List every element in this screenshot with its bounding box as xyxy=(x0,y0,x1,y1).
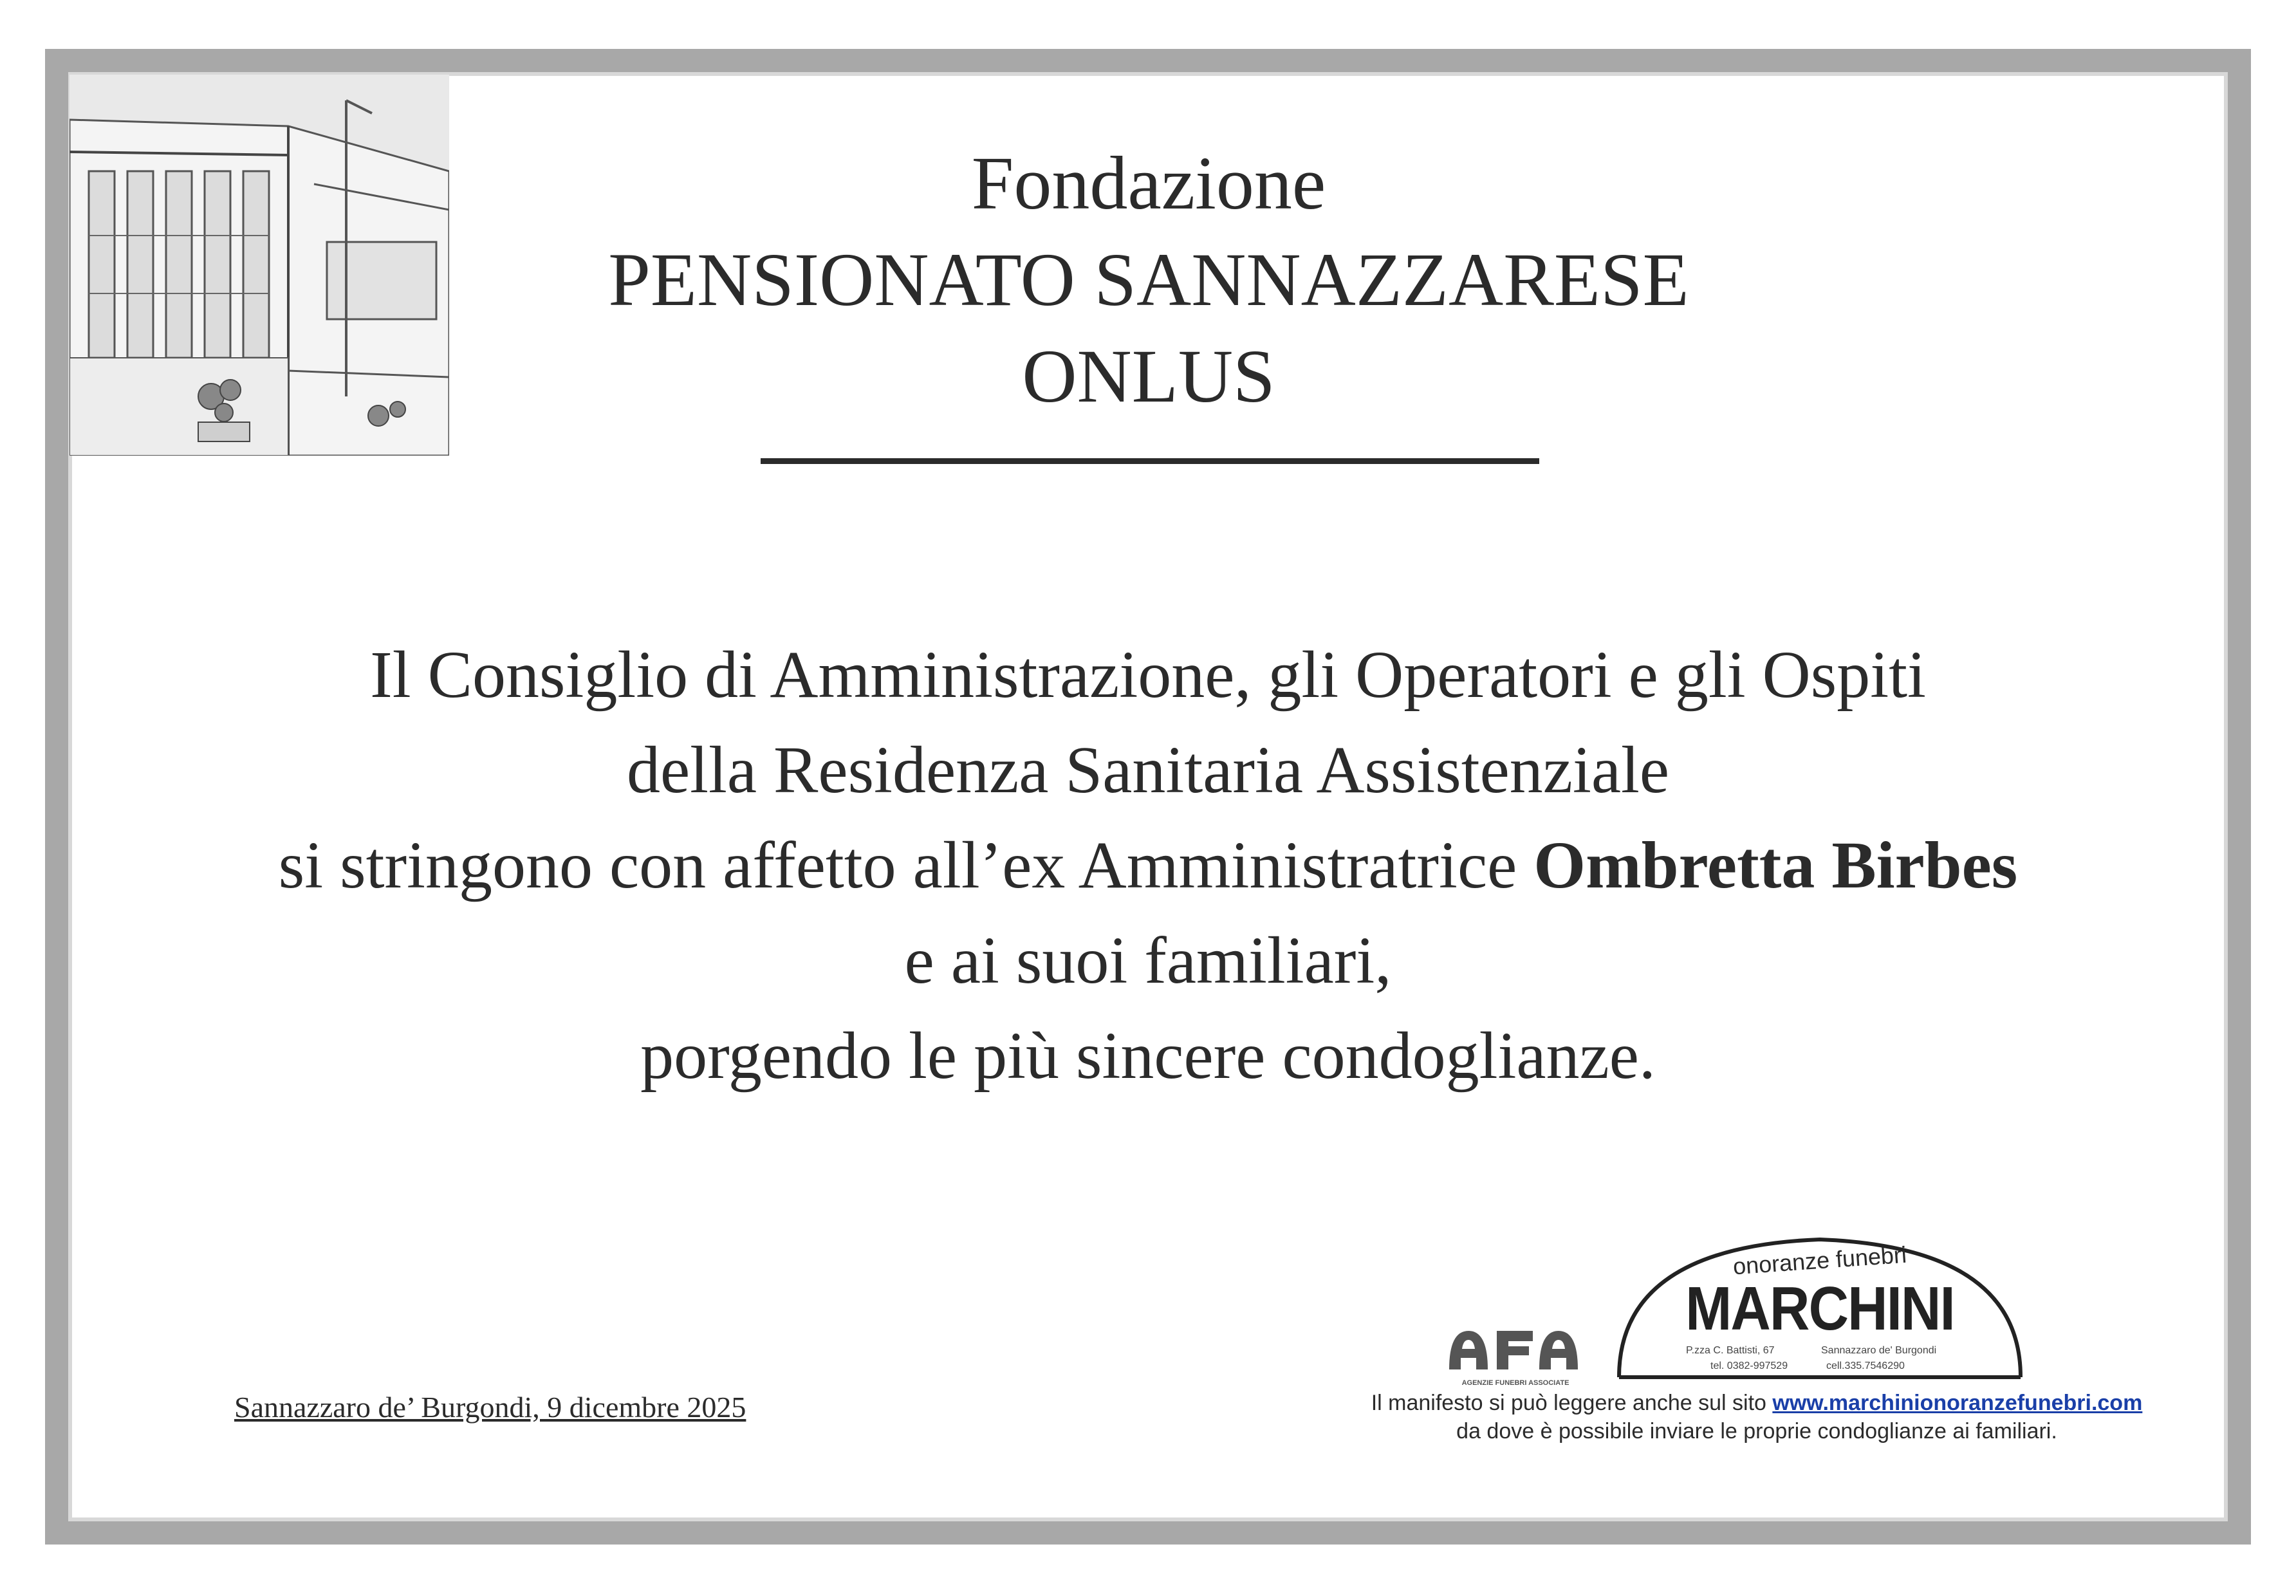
website-note-line-1 xyxy=(1313,1389,2201,1417)
funeral-home-name: MARCHINI xyxy=(1685,1274,1954,1343)
organization-header xyxy=(450,135,1847,425)
afa-logo-caption: AGENZIE FUNEBRI ASSOCIATE xyxy=(1461,1379,1569,1387)
website-note-prefix: Il manifesto si può leggere anche sul sito xyxy=(1371,1391,1773,1415)
funeral-home-city: Sannazzaro de' Burgondi xyxy=(1821,1345,1937,1356)
funeral-home-address: P.zza C. Battisti, 67 xyxy=(1686,1345,1775,1356)
header-line-3: ONLUS xyxy=(1022,334,1275,418)
funeral-home-mobile: cell.335.7546290 xyxy=(1826,1360,1905,1371)
deceased-name: Ombretta Birbes xyxy=(1533,828,2018,902)
afa-logo xyxy=(1443,1318,1588,1395)
building-sketch-image xyxy=(69,75,449,456)
message-line-4: e ai suoi familiari, xyxy=(904,923,1392,998)
header-divider xyxy=(761,458,1539,464)
website-note-line-2: da dove è possibile inviare le proprie condoglianze ai familiari. xyxy=(1456,1419,2057,1443)
message-line-1: Il Consiglio di Amministrazione, gli Operatori e gli Ospiti xyxy=(370,638,1926,712)
message-line-3 xyxy=(129,818,2167,913)
header-line-1: Fondazione xyxy=(971,141,1326,225)
message-line-3-prefix: si stringono con affetto all’ex Amministratrice xyxy=(278,828,1534,902)
message-line-5: porgendo le più sincere condoglianze. xyxy=(640,1019,1656,1093)
website-note xyxy=(1313,1389,2201,1445)
header-line-2: PENSIONATO SANNAZZARESE xyxy=(608,237,1689,322)
place-and-date: Sannazzaro de’ Burgondi, 9 dicembre 2025 xyxy=(234,1391,746,1424)
condolence-message xyxy=(129,627,2167,1104)
message-line-2: della Residenza Sanitaria Assistenziale xyxy=(626,733,1670,807)
marchini-logo xyxy=(1614,1234,2026,1382)
funeral-home-phone: tel. 0382-997529 xyxy=(1710,1360,1788,1371)
funeral-home-tagline: onoranze funebri xyxy=(1732,1241,1908,1280)
website-link[interactable]: www.marchinionoranzefunebri.com xyxy=(1772,1391,2143,1415)
